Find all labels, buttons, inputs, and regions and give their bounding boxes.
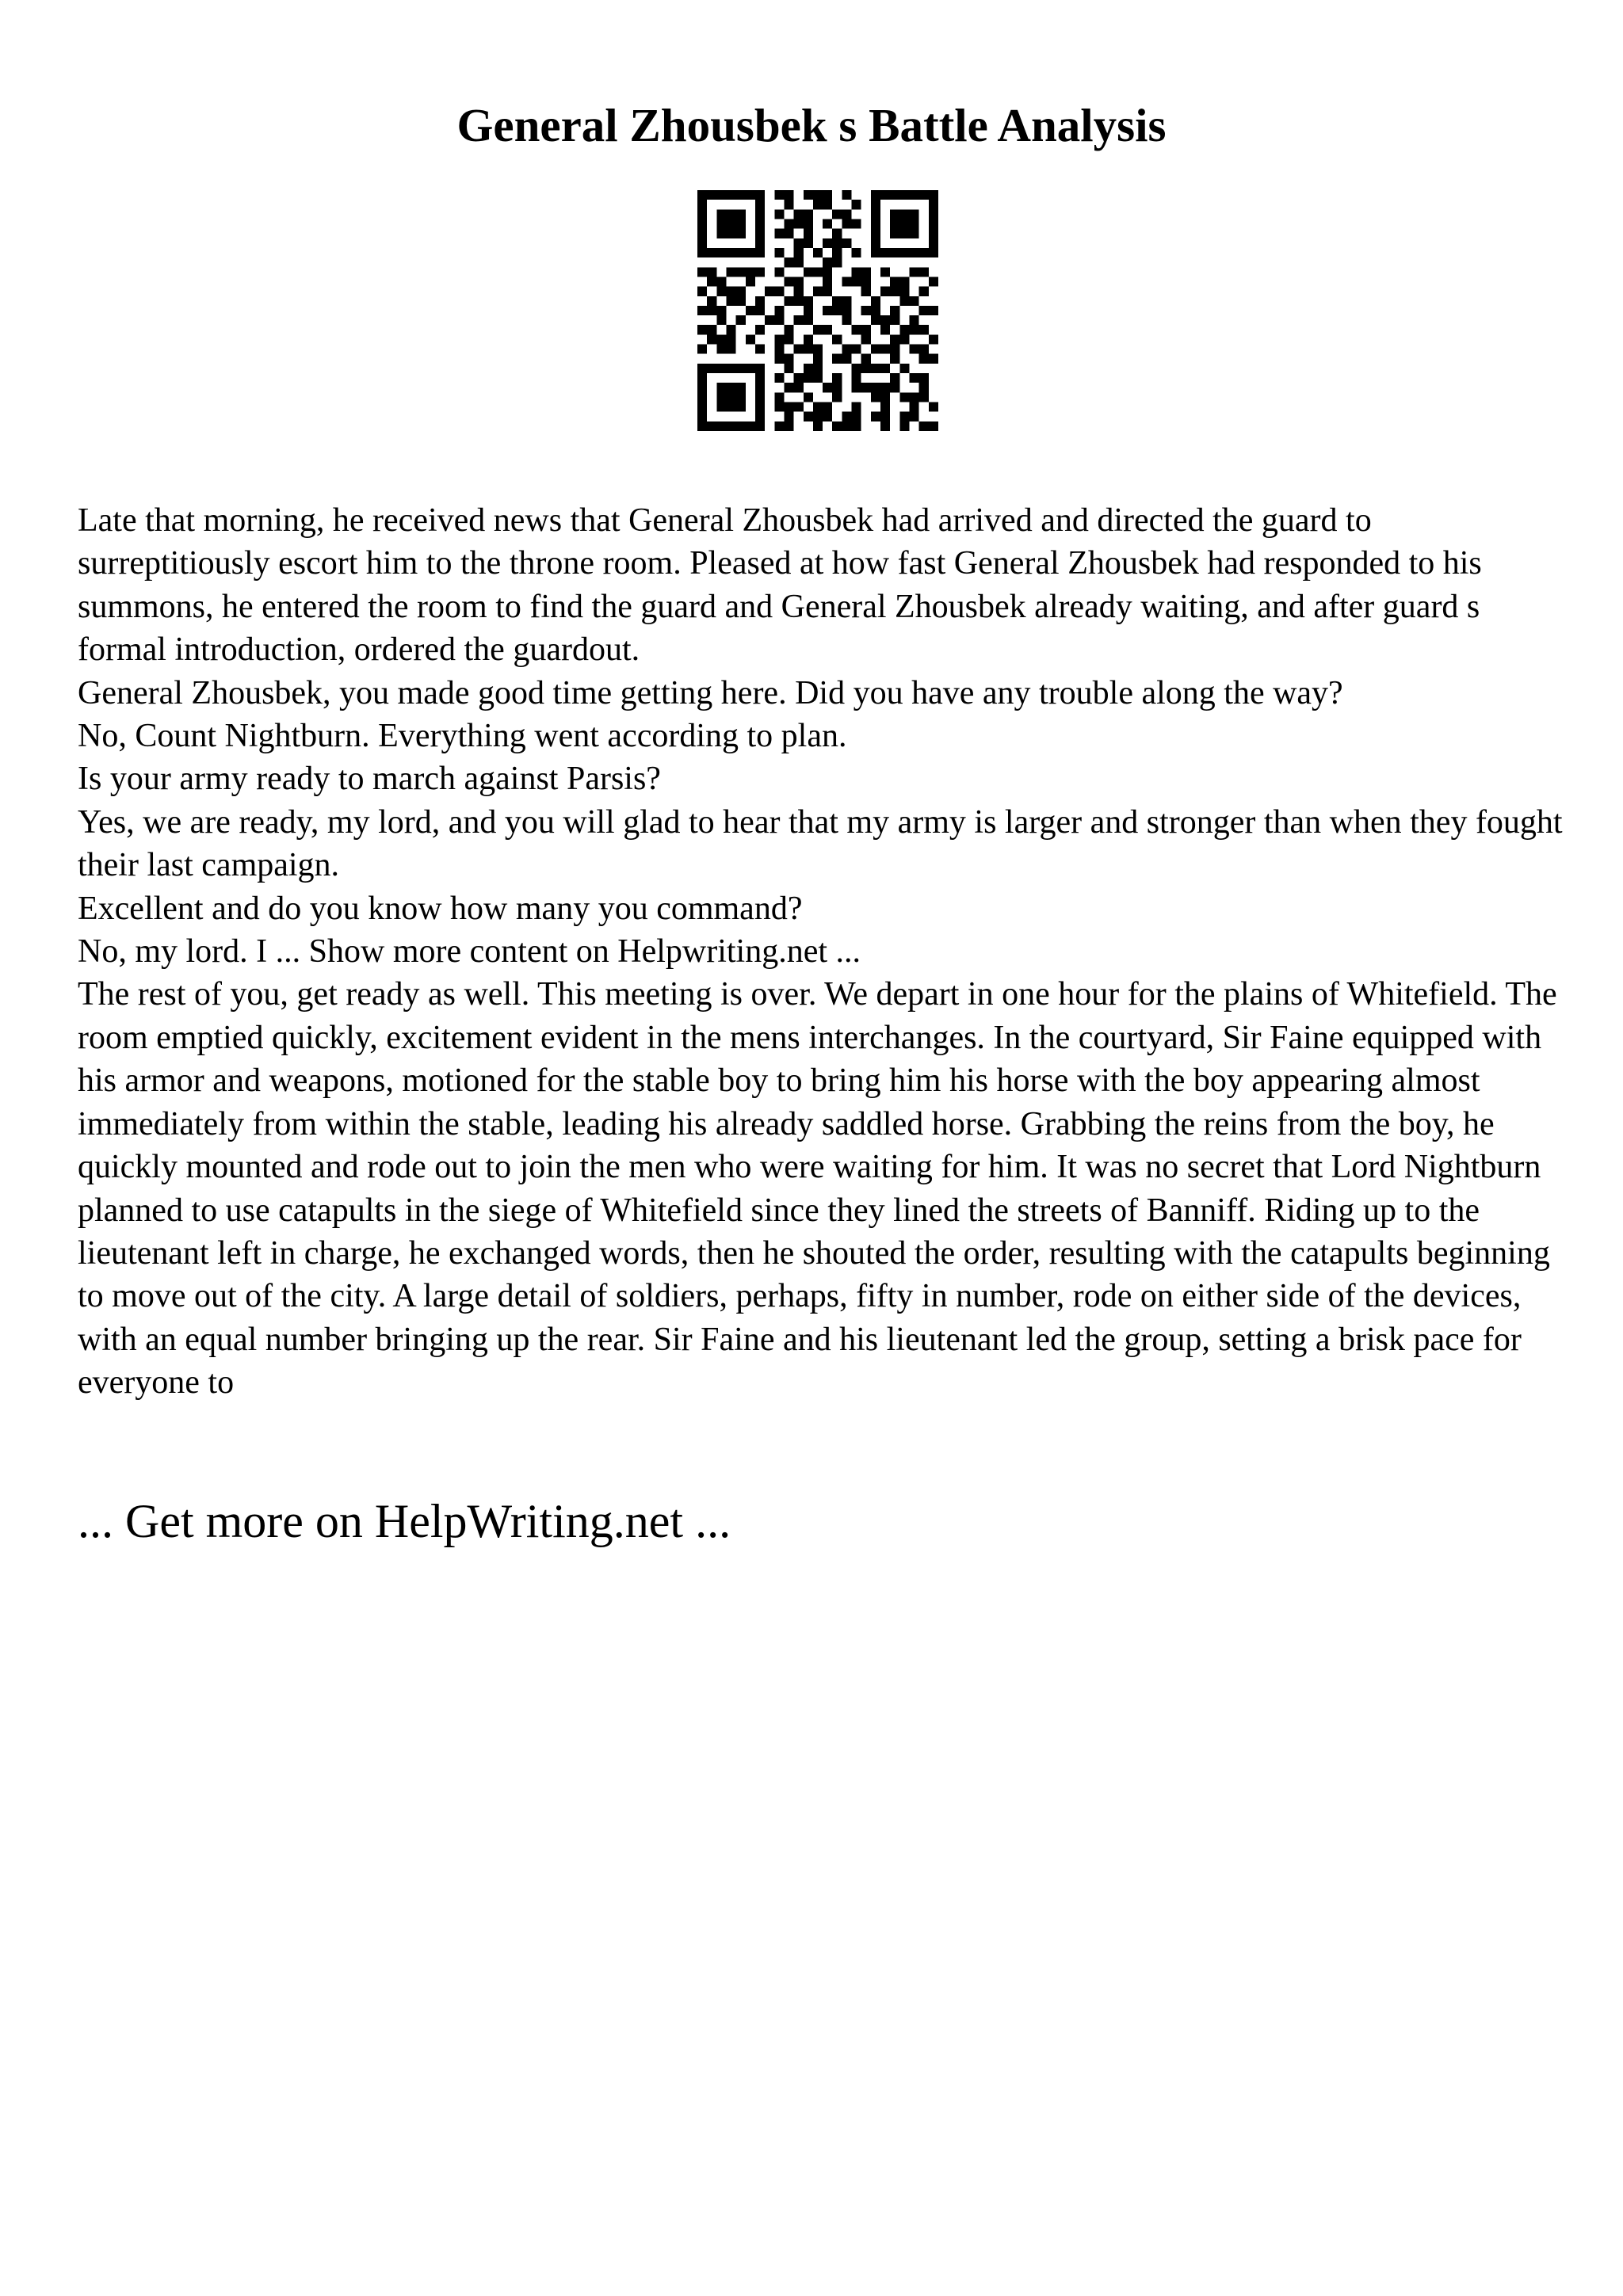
get-more-link[interactable]: ... Get more on HelpWriting.net ... [78,1495,731,1547]
paragraph-dialogue: General Zhousbek, you made good time getting here. Did you have any trouble along the way? [78,674,1343,711]
paragraph-continuation: The rest of you, get ready as well. This meeting is over. We depart in one hour for the plains of Whitefield. The room emptied quickly, excitement evident in the mens interchanges. In the courtyard, Sir Faine equipped with his armor and weapons, motioned for the stable boy to bring him his horse with the boy appearing almost immediately from within the stable, leading his already saddled horse. Grabbing the reins from the boy, he quickly mounted and rode out to join the men who were waiting for him. It was no secret that Lord Nightburn planned to use catapults in the siege of Whitefield since they lined the streets of Banniff. Riding up to the lieutenant left in charge, he exchanged words, then he shouted the order, resulting with the catapults beginning to move out of the city. A large detail of soldiers, perhaps, fifty in number, rode on either side of the devices, with an equal number bringing up the rear. Sir Faine and his lieutenant led the group, setting a brisk pace for everyone to [78,976,1557,1402]
show-more-line: No, my lord. I ... Show more content on Helpwriting.net ... [78,933,861,971]
paragraph-dialogue: Yes, we are ready, my lord, and you will glad to hear that my army is larger and stronger than when they fought their last campaign. [78,803,1563,884]
paragraph-dialogue: No, Count Nightburn. Everything went according to plan. [78,718,847,755]
document-body [78,499,1568,1405]
paragraph-dialogue: Excellent and do you know how many you command? [78,890,803,927]
qr-code-icon [697,190,938,431]
document-title: General Zhousbek s Battle Analysis [456,99,1167,151]
paragraph-intro: Late that morning, he received news that General Zhousbek had arrived and directed the guard to surreptitiously escort him to the throne room. Pleased at how fast General Zhousbek had responded to his summons, he entered the room to find the guard and General Zhousbek already waiting, and after guard s formal introduction, ordered the guardout. [78,502,1482,669]
paragraph-dialogue: Is your army ready to march against Parsis? [78,761,661,798]
